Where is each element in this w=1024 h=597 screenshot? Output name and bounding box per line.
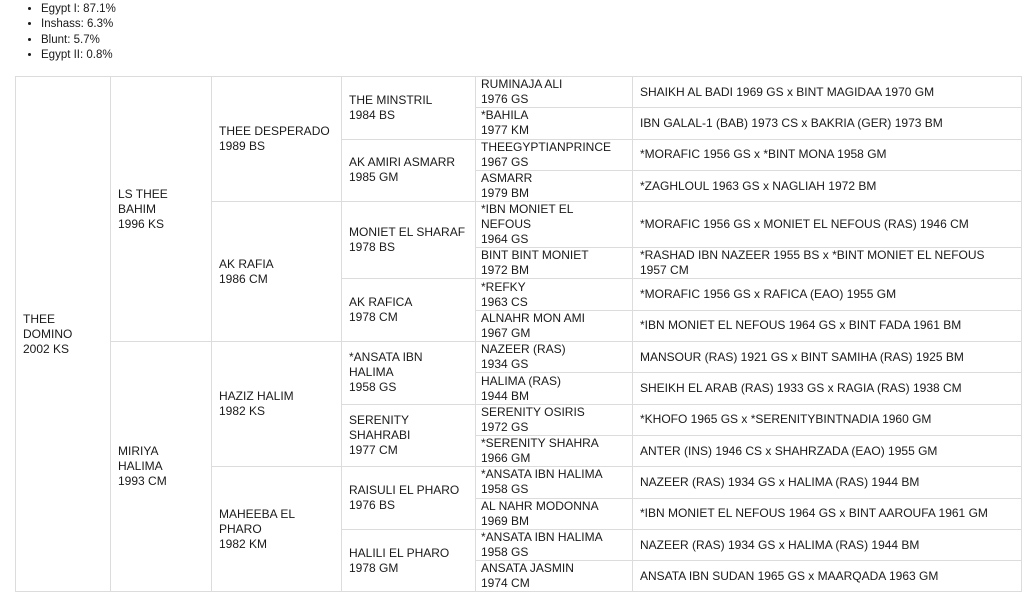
horse-name: ALNAHR MON AMI bbox=[481, 310, 586, 325]
pedigree-gen4-horse bbox=[342, 202, 476, 279]
pedigree-parents-cross: NAZEER (RAS) 1934 GS x HALIMA (RAS) 1944 BM bbox=[633, 529, 1022, 560]
pedigree-gen4-horse bbox=[342, 404, 476, 467]
horse-year: 1978 GM bbox=[349, 560, 399, 575]
pedigree-parents-cross: SHEIKH EL ARAB (RAS) 1933 GS x RAGIA (RAS) 1938 CM bbox=[633, 373, 1022, 404]
horse-name: HALILI EL PHARO bbox=[349, 545, 450, 560]
horse-year: 1964 GS bbox=[481, 232, 529, 247]
pedigree-parents-cross: ANSATA IBN SUDAN 1965 GS x MAARQADA 1963 GM bbox=[633, 561, 1022, 592]
pedigree-gen5-horse bbox=[476, 435, 633, 466]
pedigree-table bbox=[15, 76, 1022, 592]
horse-name: *SERENITY SHAHRA bbox=[481, 436, 599, 451]
pedigree-parents-cross: IBN GALAL-1 (BAB) 1973 CS x BAKRIA (GER) 1973 BM bbox=[633, 108, 1022, 139]
horse-year: 1967 GM bbox=[481, 325, 531, 340]
horse-year: 1958 GS bbox=[481, 545, 529, 559]
pedigree-row bbox=[16, 77, 1022, 108]
horse-name: ASMARR bbox=[481, 171, 533, 186]
pedigree-parents-cross: *IBN MONIET EL NEFOUS 1964 GS x BINT AAROUFA 1961 GM bbox=[633, 498, 1022, 529]
pedigree-parents-cross: NAZEER (RAS) 1934 GS x HALIMA (RAS) 1944 BM bbox=[633, 467, 1022, 498]
pedigree-gen3-horse bbox=[212, 77, 342, 202]
horse-name: *IBN MONIET EL bbox=[481, 202, 574, 217]
horse-name: HALIMA (RAS) bbox=[481, 373, 562, 388]
horse-name: MIRIYA bbox=[118, 444, 159, 459]
horse-name: DOMINO bbox=[23, 326, 73, 341]
pedigree-gen5-horse bbox=[476, 279, 633, 310]
horse-year: 1989 BS bbox=[219, 139, 266, 154]
pedigree-gen2-horse bbox=[111, 342, 212, 592]
pedigree-gen3-horse bbox=[212, 467, 342, 592]
ancestry-percent-list bbox=[24, 2, 116, 63]
pedigree-gen5-horse bbox=[476, 498, 633, 529]
horse-year: 1986 CM bbox=[219, 271, 268, 286]
horse-year: 1976 GS bbox=[481, 92, 529, 107]
pedigree-gen5-horse bbox=[476, 139, 633, 170]
horse-year: 1944 BM bbox=[481, 388, 530, 403]
horse-name: THE MINSTRIL bbox=[349, 92, 433, 107]
horse-year: 1996 KS bbox=[118, 216, 165, 231]
horse-year: 1967 GS bbox=[481, 154, 529, 169]
pedigree-gen5-horse bbox=[476, 202, 633, 248]
horse-name: HALIMA bbox=[118, 459, 163, 474]
horse-year: 1978 BS bbox=[349, 240, 396, 255]
horse-name: THEE DESPERADO bbox=[219, 124, 330, 139]
horse-name: ANSATA JASMIN bbox=[481, 561, 574, 576]
pedigree-parents-cross: *MORAFIC 1956 GS x *BINT MONA 1958 GM bbox=[633, 139, 1022, 170]
pedigree-parents-cross: ANTER (INS) 1946 CS x SHAHRZADA (EAO) 1955 GM bbox=[633, 435, 1022, 466]
pedigree-gen3-horse bbox=[212, 202, 342, 342]
horse-name: BAHIM bbox=[118, 201, 157, 216]
horse-name: AK AMIRI ASMARR bbox=[349, 155, 456, 170]
pedigree-gen4-horse bbox=[342, 77, 476, 140]
horse-year: 1958 GS bbox=[481, 482, 529, 497]
horse-year: 2002 KS bbox=[23, 341, 70, 356]
pedigree-gen4-horse bbox=[342, 279, 476, 342]
horse-year: 1977 CM bbox=[349, 442, 398, 457]
pedigree-parents-cross: *KHOFO 1965 GS x *SERENITYBINTNADIA 1960 GM bbox=[633, 404, 1022, 435]
horse-name: AK RAFIA bbox=[219, 256, 274, 271]
horse-name: AK RAFICA bbox=[349, 295, 413, 310]
pedigree-gen5-horse bbox=[476, 310, 633, 341]
pedigree-gen5-horse bbox=[476, 561, 633, 592]
horse-name: *ANSATA IBN HALIMA bbox=[481, 467, 603, 482]
horse-name: NAZEER (RAS) bbox=[481, 342, 566, 357]
horse-name: NEFOUS bbox=[481, 217, 532, 232]
horse-year: 1963 CS bbox=[481, 294, 528, 309]
pedigree-parents-cross: *IBN MONIET EL NEFOUS 1964 GS x BINT FADA 1961 BM bbox=[633, 310, 1022, 341]
pedigree-gen4-horse bbox=[342, 342, 476, 405]
pedigree-gen4-horse bbox=[342, 467, 476, 530]
horse-name: BINT BINT MONIET bbox=[481, 248, 589, 263]
pedigree-gen5-horse bbox=[476, 170, 633, 201]
horse-year: 1979 BM bbox=[481, 186, 530, 201]
pedigree-gen4-horse bbox=[342, 529, 476, 592]
horse-name: RAISULI EL PHARO bbox=[349, 483, 460, 498]
horse-name: RUMINAJA ALI bbox=[481, 77, 563, 92]
horse-year: 1958 GS bbox=[349, 380, 397, 395]
pedigree-gen2-horse bbox=[111, 77, 212, 342]
horse-name: *BAHILA bbox=[481, 108, 529, 123]
pedigree-parents-cross: *ZAGHLOUL 1963 GS x NAGLIAH 1972 BM bbox=[633, 170, 1022, 201]
horse-name: SERENITY bbox=[349, 412, 410, 427]
horse-year: 1982 KM bbox=[219, 536, 268, 551]
horse-year: 1993 CM bbox=[118, 474, 167, 489]
horse-name: PHARO bbox=[219, 521, 262, 536]
pedigree-gen5-horse bbox=[476, 404, 633, 435]
horse-name: HAZIZ HALIM bbox=[219, 389, 294, 404]
horse-name: AL NAHR MODONNA bbox=[481, 498, 599, 513]
horse-year: 1977 KM bbox=[481, 123, 530, 138]
pedigree-gen5-horse bbox=[476, 248, 633, 279]
pedigree-parents-cross: *MORAFIC 1956 GS x RAFICA (EAO) 1955 GM bbox=[633, 279, 1022, 310]
pedigree-gen3-horse bbox=[212, 342, 342, 467]
horse-year: 1972 BM bbox=[481, 263, 530, 278]
ancestry-item: • Blunt: 5.7% bbox=[41, 33, 116, 48]
pedigree-gen5-horse bbox=[476, 108, 633, 139]
horse-name: MAHEEBA EL bbox=[219, 506, 296, 521]
horse-year: 1972 GS bbox=[481, 419, 529, 434]
horse-name: *REFKY bbox=[481, 279, 526, 294]
horse-year: 1966 GM bbox=[481, 451, 531, 466]
horse-year: 1974 CM bbox=[481, 576, 530, 591]
horse-year: 1982 KS bbox=[219, 404, 266, 419]
horse-name: SHAHRABI bbox=[349, 427, 411, 442]
horse-name: LS THEE bbox=[118, 186, 168, 201]
horse-year: 1976 BS bbox=[349, 498, 396, 513]
horse-year: 1985 GM bbox=[349, 170, 399, 185]
pedigree-gen5-horse bbox=[476, 342, 633, 373]
ancestry-item: • Egypt II: 0.8% bbox=[41, 48, 116, 63]
pedigree-parents-cross: *RASHAD IBN NAZEER 1955 BS x *BINT MONIET EL NEFOUS 1957 CM bbox=[633, 248, 1022, 279]
pedigree-parents-cross: MANSOUR (RAS) 1921 GS x BINT SAMIHA (RAS) 1925 BM bbox=[633, 342, 1022, 373]
horse-year: 1978 CM bbox=[349, 310, 398, 325]
ancestry-item: • Inshass: 6.3% bbox=[41, 17, 116, 32]
horse-year: 1984 BS bbox=[349, 107, 396, 122]
horse-name: THEEGYPTIANPRINCE bbox=[481, 139, 612, 154]
pedigree-gen5-horse bbox=[476, 529, 633, 560]
ancestry-item: • Egypt I: 87.1% bbox=[41, 2, 116, 17]
horse-year: 1969 BM bbox=[481, 513, 530, 528]
horse-name: *ANSATA IBN bbox=[349, 350, 423, 365]
pedigree-parents-cross: SHAIKH AL BADI 1969 GS x BINT MAGIDAA 1970 GM bbox=[633, 77, 1022, 108]
pedigree-gen1-horse bbox=[16, 77, 111, 592]
pedigree-parents-cross: *MORAFIC 1956 GS x MONIET EL NEFOUS (RAS) 1946 CM bbox=[633, 202, 1022, 248]
horse-year: 1934 GS bbox=[481, 357, 529, 372]
horse-name: MONIET EL SHARAF bbox=[349, 225, 466, 240]
pedigree-gen4-horse bbox=[342, 139, 476, 202]
horse-name: SERENITY OSIRIS bbox=[481, 404, 585, 419]
pedigree-row bbox=[16, 342, 1022, 373]
pedigree-gen5-horse bbox=[476, 77, 633, 108]
horse-name: *ANSATA IBN HALIMA bbox=[481, 530, 603, 544]
pedigree-gen5-horse bbox=[476, 467, 633, 498]
pedigree-gen5-horse bbox=[476, 373, 633, 404]
horse-name: THEE bbox=[23, 311, 56, 326]
horse-name: HALIMA bbox=[349, 365, 394, 380]
